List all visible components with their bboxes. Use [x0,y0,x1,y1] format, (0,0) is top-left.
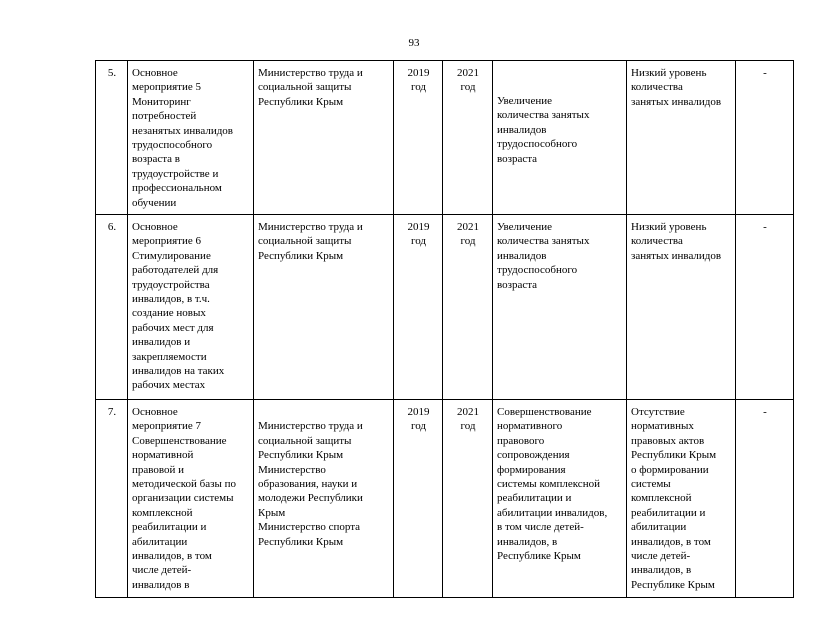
table-row [96,215,794,400]
expected-result: Увеличение количества занятых инвалидов трудоспособного возраста [497,95,590,165]
start-year: 2019 год [394,215,443,400]
indicator-link: - [736,215,794,400]
expected-result-cell [493,61,627,215]
event-name: Основное мероприятие 5 Мониторинг потребностей незанятых инвалидов трудоспособного возраста в трудоустройстве и профессиональном обучении [128,61,254,215]
program-events-table [95,60,794,598]
end-year: 2021 год [443,400,493,598]
indicator-link: - [736,61,794,215]
row-number: 6. [96,215,128,400]
cell-spacer [497,66,623,94]
event-name: Основное мероприятие 7 Совершенствование нормативной правовой и методической базы по организации системы комплексной реабилитации и абилитации инвалидов, в том числе детей- инвалидов в [128,400,254,598]
start-year: 2019 год [394,61,443,215]
executor: Министерство труда и социальной защиты Республики Крым [254,215,394,400]
non-implementation-consequence: Низкий уровень количества занятых инвалидов [627,61,736,215]
executor: Министерство труда и социальной защиты Республики Крым [254,61,394,215]
page-number: 93 [408,37,420,49]
expected-result: Совершенствование нормативного правового сопровождения формирования системы комплексной реабилитации и абилитации инвалидов, в том числе детей- инвалидов, в Республике Крым [493,400,627,598]
row-number: 5. [96,61,128,215]
executor: Министерство труда и социальной защиты Республики Крым Министерство образования, науки и молодежи Республики Крым Министерство спорта Республики Крым [254,400,394,598]
row-number: 7. [96,400,128,598]
non-implementation-consequence: Отсутствие нормативных правовых актов Республики Крым о формировании системы комплексной реабилитации и абилитации инвалидов, в том числе детей- инвалидов, в Республике Крым [627,400,736,598]
end-year: 2021 год [443,215,493,400]
event-name: Основное мероприятие 6 Стимулирование работодателей для трудоустройства инвалидов, в т.ч. создание новых рабочих мест для инвалидов и закрепляемости инвалидов на таких рабочих местах [128,215,254,400]
table-row [96,61,794,215]
start-year: 2019 год [394,400,443,598]
indicator-link: - [736,400,794,598]
expected-result: Увеличение количества занятых инвалидов трудоспособного возраста [493,215,627,400]
end-year: 2021 год [443,61,493,215]
non-implementation-consequence: Низкий уровень количества занятых инвалидов [627,215,736,400]
table-row [96,400,794,598]
